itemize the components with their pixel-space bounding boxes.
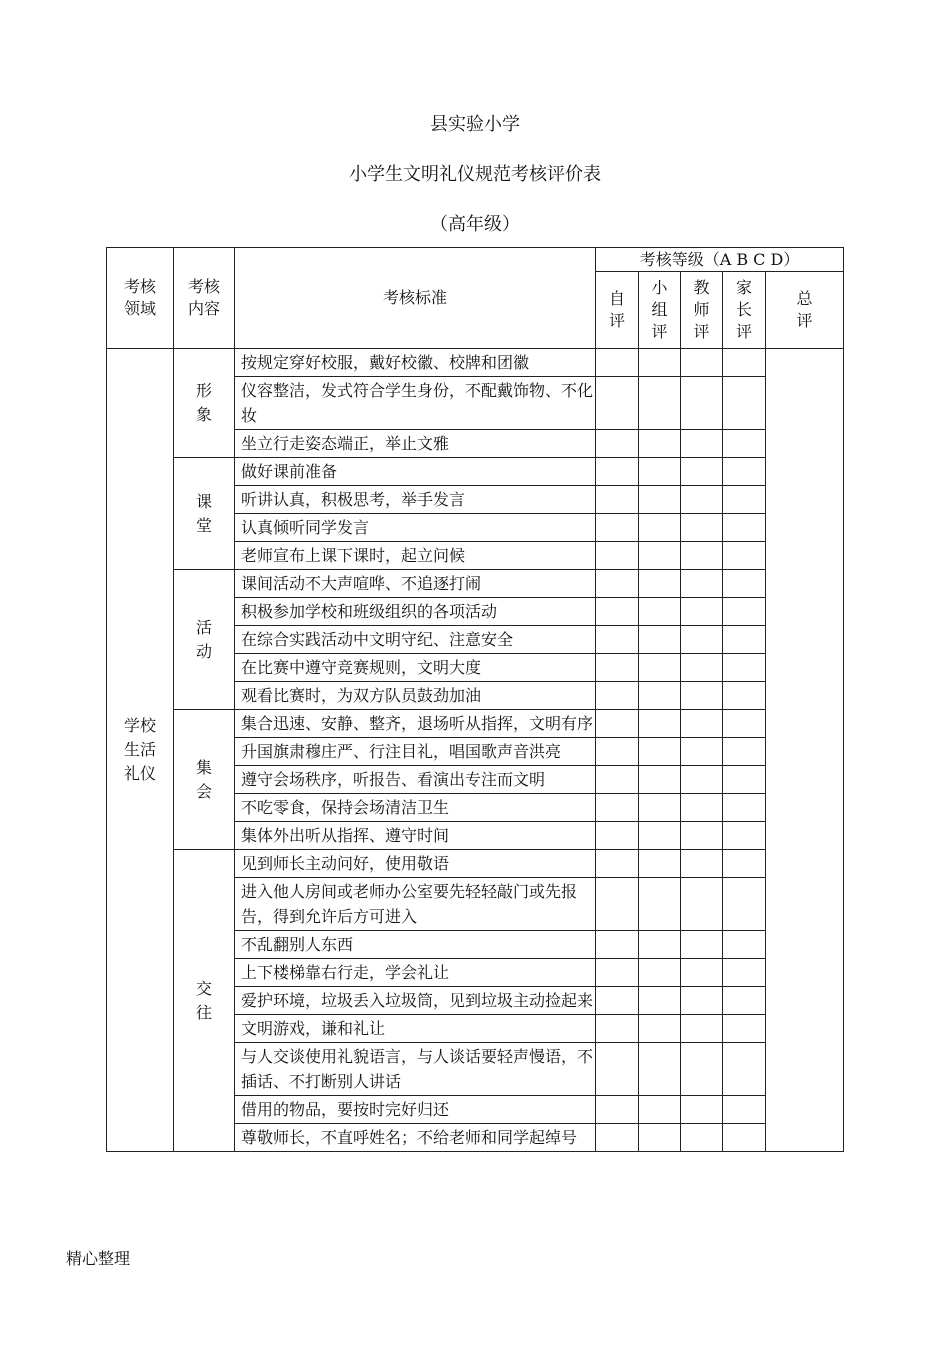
criteria-cell: 仪容整洁，发式符合学生身份，不配戴饰物、不化妆 (235, 377, 596, 430)
group-eval-cell[interactable] (639, 850, 681, 878)
table-row (107, 570, 844, 598)
header-content: 考核 内容 (174, 248, 235, 349)
group-eval-cell[interactable] (639, 514, 681, 542)
footer-note: 精心整理 (66, 1249, 131, 1268)
self-eval-cell[interactable] (596, 514, 639, 542)
section-cell (174, 458, 235, 570)
criteria-cell: 借用的物品，要按时完好归还 (235, 1096, 596, 1124)
criteria-cell: 观看比赛时，为双方队员鼓劲加油 (235, 682, 596, 710)
table-row (107, 850, 844, 878)
parent-eval-cell[interactable] (723, 738, 766, 766)
parent-eval-cell[interactable] (723, 878, 766, 931)
self-eval-cell[interactable] (596, 822, 639, 850)
teacher-eval-cell[interactable] (681, 1096, 723, 1124)
criteria-cell: 坐立行走姿态端正，举止文雅 (235, 430, 596, 458)
parent-eval-cell[interactable] (723, 959, 766, 987)
self-eval-cell[interactable] (596, 542, 639, 570)
criteria-cell: 在比赛中遵守竞赛规则，文明大度 (235, 654, 596, 682)
table-body (107, 349, 844, 1152)
self-eval-cell[interactable] (596, 878, 639, 931)
group-eval-cell[interactable] (639, 598, 681, 626)
section-cell (174, 349, 235, 458)
group-eval-cell[interactable] (639, 682, 681, 710)
group-eval-cell[interactable] (639, 1096, 681, 1124)
header-total-eval: 总 评 (766, 272, 844, 349)
domain-label: 学校 生活 礼仪 (123, 716, 156, 783)
parent-eval-cell[interactable] (723, 1043, 766, 1096)
group-eval-cell[interactable] (639, 570, 681, 598)
self-eval-cell[interactable] (596, 570, 639, 598)
table-row (107, 710, 844, 738)
teacher-eval-cell[interactable] (681, 430, 723, 458)
section-label: 形 象 (195, 381, 212, 424)
parent-eval-cell[interactable] (723, 598, 766, 626)
parent-eval-cell[interactable] (723, 1124, 766, 1152)
teacher-eval-cell[interactable] (681, 766, 723, 794)
group-eval-cell[interactable] (639, 1015, 681, 1043)
parent-eval-cell[interactable] (723, 458, 766, 486)
total-eval-cell[interactable] (766, 349, 844, 1152)
group-eval-cell[interactable] (639, 822, 681, 850)
teacher-eval-cell[interactable] (681, 931, 723, 959)
criteria-cell: 上下楼梯靠右行走，学会礼让 (235, 959, 596, 987)
teacher-eval-cell[interactable] (681, 458, 723, 486)
header-self-eval: 自 评 (596, 272, 639, 349)
school-name: 县实验小学 (430, 114, 520, 135)
form-title: 小学生文明礼仪规范考核评价表 (349, 164, 601, 185)
criteria-cell: 见到师长主动问好，使用敬语 (235, 850, 596, 878)
self-eval-cell[interactable] (596, 794, 639, 822)
self-eval-cell[interactable] (596, 766, 639, 794)
teacher-eval-cell[interactable] (681, 1043, 723, 1096)
self-eval-cell[interactable] (596, 682, 639, 710)
criteria-cell: 集体外出听从指挥、遵守时间 (235, 822, 596, 850)
parent-eval-cell[interactable] (723, 931, 766, 959)
self-eval-cell[interactable] (596, 458, 639, 486)
teacher-eval-cell[interactable] (681, 1124, 723, 1152)
group-eval-cell[interactable] (639, 377, 681, 430)
self-eval-cell[interactable] (596, 1015, 639, 1043)
parent-eval-cell[interactable] (723, 1096, 766, 1124)
criteria-cell: 集合迅速、安静、整齐，退场听从指挥，文明有序 (235, 710, 596, 738)
parent-eval-cell[interactable] (723, 349, 766, 377)
criteria-cell: 进入他人房间或老师办公室要先轻轻敲门或先报告，得到允许后方可进入 (235, 878, 596, 931)
self-eval-cell[interactable] (596, 598, 639, 626)
parent-eval-cell[interactable] (723, 850, 766, 878)
teacher-eval-cell[interactable] (681, 570, 723, 598)
teacher-eval-cell[interactable] (681, 987, 723, 1015)
self-eval-cell[interactable] (596, 738, 639, 766)
parent-eval-cell[interactable] (723, 542, 766, 570)
header-group-eval: 小 组 评 (639, 272, 681, 349)
teacher-eval-cell[interactable] (681, 1015, 723, 1043)
parent-eval-cell[interactable] (723, 1015, 766, 1043)
parent-eval-cell[interactable] (723, 710, 766, 738)
criteria-cell: 积极参加学校和班级组织的各项活动 (235, 598, 596, 626)
self-eval-cell[interactable] (596, 626, 639, 654)
group-eval-cell[interactable] (639, 654, 681, 682)
header-teacher-eval: 教 师 评 (681, 272, 723, 349)
teacher-eval-cell[interactable] (681, 654, 723, 682)
header-grade-group: 考核等级（A B C D） (596, 248, 844, 272)
teacher-eval-cell[interactable] (681, 959, 723, 987)
parent-eval-cell[interactable] (723, 766, 766, 794)
parent-eval-cell[interactable] (723, 682, 766, 710)
criteria-cell: 文明游戏，谦和礼让 (235, 1015, 596, 1043)
self-eval-cell[interactable] (596, 959, 639, 987)
group-eval-cell[interactable] (639, 542, 681, 570)
section-label: 集 会 (195, 757, 212, 801)
teacher-eval-cell[interactable] (681, 349, 723, 377)
teacher-eval-cell[interactable] (681, 738, 723, 766)
teacher-eval-cell[interactable] (681, 850, 723, 878)
teacher-eval-cell[interactable] (681, 377, 723, 430)
group-eval-cell[interactable] (639, 987, 681, 1015)
criteria-cell: 按规定穿好校服，戴好校徽、校牌和团徽 (235, 349, 596, 377)
criteria-cell: 爱护环境，垃圾丢入垃圾筒，见到垃圾主动捡起来 (235, 987, 596, 1015)
section-label: 课 堂 (195, 491, 212, 535)
self-eval-cell[interactable] (596, 430, 639, 458)
evaluation-table (106, 247, 844, 1152)
table-row (107, 349, 844, 377)
group-eval-cell[interactable] (639, 626, 681, 654)
teacher-eval-cell[interactable] (681, 626, 723, 654)
table-row (107, 458, 844, 486)
self-eval-cell[interactable] (596, 1124, 639, 1152)
section-cell (174, 570, 235, 710)
self-eval-cell[interactable] (596, 377, 639, 430)
group-eval-cell[interactable] (639, 878, 681, 931)
self-eval-cell[interactable] (596, 1043, 639, 1096)
parent-eval-cell[interactable] (723, 570, 766, 598)
criteria-cell: 尊敬师长，不直呼姓名；不给老师和同学起绰号 (235, 1124, 596, 1152)
teacher-eval-cell[interactable] (681, 794, 723, 822)
parent-eval-cell[interactable] (723, 486, 766, 514)
parent-eval-cell[interactable] (723, 794, 766, 822)
header-parent-eval: 家 长 评 (723, 272, 766, 349)
header-criteria: 考核标准 (235, 248, 596, 349)
criteria-cell: 不乱翻别人东西 (235, 931, 596, 959)
self-eval-cell[interactable] (596, 654, 639, 682)
domain-cell (107, 349, 174, 1152)
self-eval-cell[interactable] (596, 486, 639, 514)
criteria-cell: 老师宣布上课下课时，起立问候 (235, 542, 596, 570)
group-eval-cell[interactable] (639, 349, 681, 377)
criteria-cell: 升国旗肃穆庄严、行注目礼，唱国歌声音洪亮 (235, 738, 596, 766)
group-eval-cell[interactable] (639, 931, 681, 959)
criteria-cell: 与人交谈使用礼貌语言，与人谈话要轻声慢语，不插话、不打断别人讲话 (235, 1043, 596, 1096)
self-eval-cell[interactable] (596, 931, 639, 959)
group-eval-cell[interactable] (639, 794, 681, 822)
self-eval-cell[interactable] (596, 710, 639, 738)
parent-eval-cell[interactable] (723, 430, 766, 458)
group-eval-cell[interactable] (639, 1043, 681, 1096)
group-eval-cell[interactable] (639, 959, 681, 987)
self-eval-cell[interactable] (596, 1096, 639, 1124)
teacher-eval-cell[interactable] (681, 514, 723, 542)
criteria-cell: 不吃零食，保持会场清洁卫生 (235, 794, 596, 822)
header-domain: 考核 领域 (107, 248, 174, 349)
self-eval-cell[interactable] (596, 987, 639, 1015)
self-eval-cell[interactable] (596, 349, 639, 377)
group-eval-cell[interactable] (639, 710, 681, 738)
group-eval-cell[interactable] (639, 1124, 681, 1152)
parent-eval-cell[interactable] (723, 654, 766, 682)
criteria-cell: 课间活动不大声喧哗、不追逐打闹 (235, 570, 596, 598)
criteria-cell: 遵守会场秩序，听报告、看演出专注而文明 (235, 766, 596, 794)
teacher-eval-cell[interactable] (681, 486, 723, 514)
teacher-eval-cell[interactable] (681, 598, 723, 626)
group-eval-cell[interactable] (639, 430, 681, 458)
teacher-eval-cell[interactable] (681, 682, 723, 710)
criteria-cell: 听讲认真，积极思考，举手发言 (235, 486, 596, 514)
teacher-eval-cell[interactable] (681, 542, 723, 570)
group-eval-cell[interactable] (639, 486, 681, 514)
section-cell (174, 850, 235, 1152)
section-label: 活 动 (195, 617, 212, 661)
teacher-eval-cell[interactable] (681, 710, 723, 738)
section-cell (174, 710, 235, 850)
parent-eval-cell[interactable] (723, 514, 766, 542)
parent-eval-cell[interactable] (723, 377, 766, 430)
criteria-cell: 做好课前准备 (235, 458, 596, 486)
group-eval-cell[interactable] (639, 458, 681, 486)
self-eval-cell[interactable] (596, 850, 639, 878)
criteria-cell: 在综合实践活动中文明守纪、注意安全 (235, 626, 596, 654)
grade-label: （高年级） (430, 214, 520, 235)
parent-eval-cell[interactable] (723, 987, 766, 1015)
parent-eval-cell[interactable] (723, 822, 766, 850)
parent-eval-cell[interactable] (723, 626, 766, 654)
teacher-eval-cell[interactable] (681, 822, 723, 850)
teacher-eval-cell[interactable] (681, 878, 723, 931)
group-eval-cell[interactable] (639, 738, 681, 766)
criteria-cell: 认真倾听同学发言 (235, 514, 596, 542)
section-label: 交 往 (195, 978, 212, 1022)
group-eval-cell[interactable] (639, 766, 681, 794)
